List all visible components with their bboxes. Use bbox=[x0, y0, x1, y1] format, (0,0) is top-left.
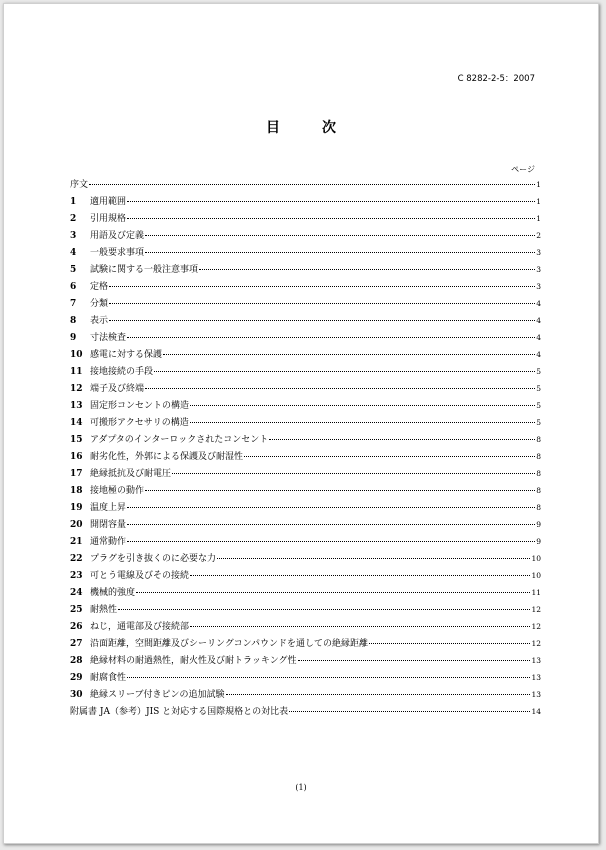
toc-entry-page: 8 bbox=[536, 469, 541, 478]
toc-entry-number: 29 bbox=[70, 673, 83, 683]
toc-entry-page: 14 bbox=[531, 707, 541, 716]
toc-entry[interactable] bbox=[70, 652, 541, 669]
leader-dots bbox=[269, 438, 535, 440]
toc-entry[interactable] bbox=[70, 176, 541, 193]
toc-entry-page: 12 bbox=[531, 622, 541, 631]
toc-entry[interactable] bbox=[70, 499, 541, 516]
toc-entry-page: 8 bbox=[536, 503, 541, 512]
toc-entry-page: 9 bbox=[536, 537, 541, 546]
toc-entry-label: 表示 bbox=[90, 316, 109, 326]
toc-entry-label: 序文 bbox=[70, 180, 89, 190]
leader-dots bbox=[217, 557, 530, 559]
toc-entry-label: 寸法検査 bbox=[90, 333, 127, 343]
toc-entry-label: プラグを引き抜くのに必要な力 bbox=[90, 554, 217, 564]
leader-dots bbox=[190, 404, 535, 406]
toc-entry-label: 通常動作 bbox=[90, 537, 127, 547]
toc-entry-number: 20 bbox=[70, 520, 83, 530]
toc-entry-number: 25 bbox=[70, 605, 83, 615]
toc-entry-page: 5 bbox=[536, 367, 541, 376]
toc-entry-number: 23 bbox=[70, 571, 83, 581]
toc-entry-page: 5 bbox=[536, 418, 541, 427]
toc-entry-label: 可搬形アクセサリの構造 bbox=[90, 418, 189, 428]
leader-dots bbox=[109, 285, 535, 287]
toc-entry-label: 一般要求事項 bbox=[90, 248, 145, 258]
toc-entry-label: 引用規格 bbox=[90, 214, 127, 224]
toc-entry-number: 5 bbox=[70, 265, 77, 275]
page-number: (1) bbox=[295, 783, 307, 792]
toc-entry-label: 温度上昇 bbox=[90, 503, 127, 513]
toc-entry-page: 12 bbox=[531, 605, 541, 614]
table-of-contents bbox=[70, 176, 541, 720]
toc-entry-page: 8 bbox=[536, 486, 541, 495]
leader-dots bbox=[136, 591, 530, 593]
toc-entry-number: 11 bbox=[70, 367, 83, 377]
toc-entry-label: 適用範囲 bbox=[90, 197, 127, 207]
leader-dots bbox=[109, 302, 535, 304]
toc-entry[interactable] bbox=[70, 601, 541, 618]
toc-entry-label: 機械的強度 bbox=[90, 588, 136, 598]
toc-entry-page: 1 bbox=[536, 214, 541, 223]
toc-entry-label: 可とう電線及びその接続 bbox=[90, 571, 190, 581]
toc-entry[interactable] bbox=[70, 363, 541, 380]
toc-entry-number: 2 bbox=[70, 214, 77, 224]
toc-entry-label: 開閉容量 bbox=[90, 520, 127, 530]
toc-entry-label: 用語及び定義 bbox=[90, 231, 145, 241]
toc-entry-number: 22 bbox=[70, 554, 83, 564]
toc-entry-number: 6 bbox=[70, 282, 77, 292]
toc-entry-page: 10 bbox=[531, 571, 541, 580]
toc-entry-page: 4 bbox=[536, 350, 541, 359]
leader-dots bbox=[163, 353, 535, 355]
toc-entry[interactable] bbox=[70, 329, 541, 346]
toc-entry[interactable] bbox=[70, 414, 541, 431]
leader-dots bbox=[190, 421, 535, 423]
toc-entry[interactable] bbox=[70, 584, 541, 601]
toc-entry-label: 耐腐食性 bbox=[90, 673, 127, 683]
toc-entry-page: 13 bbox=[531, 656, 541, 665]
toc-entry-number: 30 bbox=[70, 690, 83, 700]
toc-entry-label: ねじ，通電部及び接続部 bbox=[90, 622, 190, 632]
toc-entry[interactable] bbox=[70, 295, 541, 312]
toc-entry[interactable] bbox=[70, 261, 541, 278]
toc-entry-label: 耐熱性 bbox=[90, 605, 118, 615]
leader-dots bbox=[145, 234, 535, 236]
toc-entry-page: 1 bbox=[536, 197, 541, 206]
page-column-label: ページ bbox=[511, 165, 535, 174]
toc-entry-page: 3 bbox=[536, 282, 541, 291]
leader-dots bbox=[145, 251, 535, 253]
toc-entry-number: 1 bbox=[70, 197, 77, 207]
toc-entry-number: 4 bbox=[70, 248, 77, 258]
leader-dots bbox=[127, 676, 530, 678]
leader-dots bbox=[298, 659, 531, 661]
toc-entry-label: 耐劣化性，外郭による保護及び耐湿性 bbox=[90, 452, 244, 462]
leader-dots bbox=[244, 455, 535, 457]
toc-entry[interactable] bbox=[70, 550, 541, 567]
toc-entry-label: 分類 bbox=[90, 299, 109, 309]
toc-entry-number: 19 bbox=[70, 503, 83, 513]
toc-entry-page: 4 bbox=[536, 333, 541, 342]
toc-entry-label: 定格 bbox=[90, 282, 109, 292]
toc-entry[interactable] bbox=[70, 227, 541, 244]
toc-entry[interactable] bbox=[70, 346, 541, 363]
toc-entry-number: 8 bbox=[70, 316, 77, 326]
toc-entry[interactable] bbox=[70, 312, 541, 329]
toc-entry-page: 8 bbox=[536, 435, 541, 444]
leader-dots bbox=[369, 642, 530, 644]
toc-entry-label: アダプタのインターロックされたコンセント bbox=[90, 435, 269, 445]
leader-dots bbox=[226, 693, 531, 695]
toc-entry-label: 試験に関する一般注意事項 bbox=[90, 265, 199, 275]
toc-entry-label: 感電に対する保護 bbox=[90, 350, 163, 360]
toc-entry-number: 13 bbox=[70, 401, 83, 411]
toc-entry-label: 沿面距離，空間距離及びシーリングコンパウンドを通しての絶縁距離 bbox=[90, 639, 369, 649]
toc-entry-page: 13 bbox=[531, 673, 541, 682]
toc-entry-label: 接地接続の手段 bbox=[90, 367, 154, 377]
toc-entry[interactable] bbox=[70, 210, 541, 227]
toc-entry-number: 7 bbox=[70, 299, 77, 309]
leader-dots bbox=[127, 523, 535, 525]
toc-entry-number: 3 bbox=[70, 231, 77, 241]
toc-entry[interactable] bbox=[70, 516, 541, 533]
toc-entry[interactable] bbox=[70, 669, 541, 686]
toc-entry[interactable] bbox=[70, 380, 541, 397]
leader-dots bbox=[190, 625, 530, 627]
toc-entry[interactable] bbox=[70, 278, 541, 295]
toc-entry[interactable] bbox=[70, 703, 541, 720]
leader-dots bbox=[154, 370, 535, 372]
leader-dots bbox=[289, 710, 530, 712]
toc-entry-label: 絶縁抵抗及び耐電圧 bbox=[90, 469, 172, 479]
toc-entry-page: 4 bbox=[536, 299, 541, 308]
toc-entry-number: 9 bbox=[70, 333, 77, 343]
document-page bbox=[3, 3, 599, 844]
leader-dots bbox=[190, 574, 530, 576]
toc-entry[interactable] bbox=[70, 448, 541, 465]
toc-entry-number: 21 bbox=[70, 537, 83, 547]
toc-entry[interactable] bbox=[70, 635, 541, 652]
toc-entry-page: 5 bbox=[536, 384, 541, 393]
toc-entry-page: 3 bbox=[536, 248, 541, 257]
toc-entry-page: 12 bbox=[531, 639, 541, 648]
leader-dots bbox=[127, 336, 535, 338]
leader-dots bbox=[172, 472, 535, 474]
toc-entry-number: 28 bbox=[70, 656, 83, 666]
leader-dots bbox=[127, 217, 535, 219]
toc-entry-page: 3 bbox=[536, 265, 541, 274]
page-title: 目 次 bbox=[266, 120, 350, 136]
toc-entry[interactable] bbox=[70, 567, 541, 584]
toc-entry-number: 15 bbox=[70, 435, 83, 445]
toc-entry[interactable] bbox=[70, 686, 541, 703]
leader-dots bbox=[89, 183, 535, 185]
toc-entry-label: 端子及び終端 bbox=[90, 384, 145, 394]
leader-dots bbox=[109, 319, 535, 321]
toc-entry-page: 13 bbox=[531, 690, 541, 699]
toc-entry[interactable] bbox=[70, 465, 541, 482]
toc-entry-label: 絶縁材料の耐過熱性，耐火性及び耐トラッキング性 bbox=[90, 656, 297, 666]
toc-entry-number: 14 bbox=[70, 418, 83, 428]
toc-entry-label: 接地極の動作 bbox=[90, 486, 145, 496]
toc-entry[interactable] bbox=[70, 244, 541, 261]
toc-entry-page: 4 bbox=[536, 316, 541, 325]
toc-entry-page: 9 bbox=[536, 520, 541, 529]
leader-dots bbox=[118, 608, 530, 610]
toc-entry-number: 27 bbox=[70, 639, 83, 649]
leader-dots bbox=[145, 489, 535, 491]
toc-entry-page: 2 bbox=[536, 231, 541, 240]
toc-entry[interactable] bbox=[70, 193, 541, 210]
toc-entry[interactable] bbox=[70, 482, 541, 499]
toc-entry[interactable] bbox=[70, 618, 541, 635]
document-id: C 8282-2-5：2007 bbox=[457, 74, 535, 84]
toc-entry-page: 11 bbox=[531, 588, 541, 597]
toc-entry[interactable] bbox=[70, 533, 541, 550]
leader-dots bbox=[127, 540, 535, 542]
leader-dots bbox=[145, 387, 535, 389]
toc-entry-label: 固定形コンセントの構造 bbox=[90, 401, 190, 411]
leader-dots bbox=[199, 268, 535, 270]
toc-entry-number: 17 bbox=[70, 469, 83, 479]
toc-entry-number: 18 bbox=[70, 486, 83, 496]
toc-entry-label: 絶縁スリーブ付きピンの追加試験 bbox=[90, 690, 225, 700]
toc-entry-number: 16 bbox=[70, 452, 83, 462]
toc-entry-page: 8 bbox=[536, 452, 541, 461]
toc-entry-number: 26 bbox=[70, 622, 83, 632]
toc-entry-page: 5 bbox=[536, 401, 541, 410]
toc-entry-label: 附属書 JA（参考）JIS と対応する国際規格との対比表 bbox=[70, 707, 289, 717]
toc-entry[interactable] bbox=[70, 397, 541, 414]
toc-entry-number: 24 bbox=[70, 588, 83, 598]
toc-entry-number: 12 bbox=[70, 384, 83, 394]
leader-dots bbox=[127, 200, 535, 202]
leader-dots bbox=[127, 506, 535, 508]
toc-entry-number: 10 bbox=[70, 350, 83, 360]
toc-entry[interactable] bbox=[70, 431, 541, 448]
toc-entry-page: 1 bbox=[536, 180, 541, 189]
toc-entry-page: 10 bbox=[531, 554, 541, 563]
